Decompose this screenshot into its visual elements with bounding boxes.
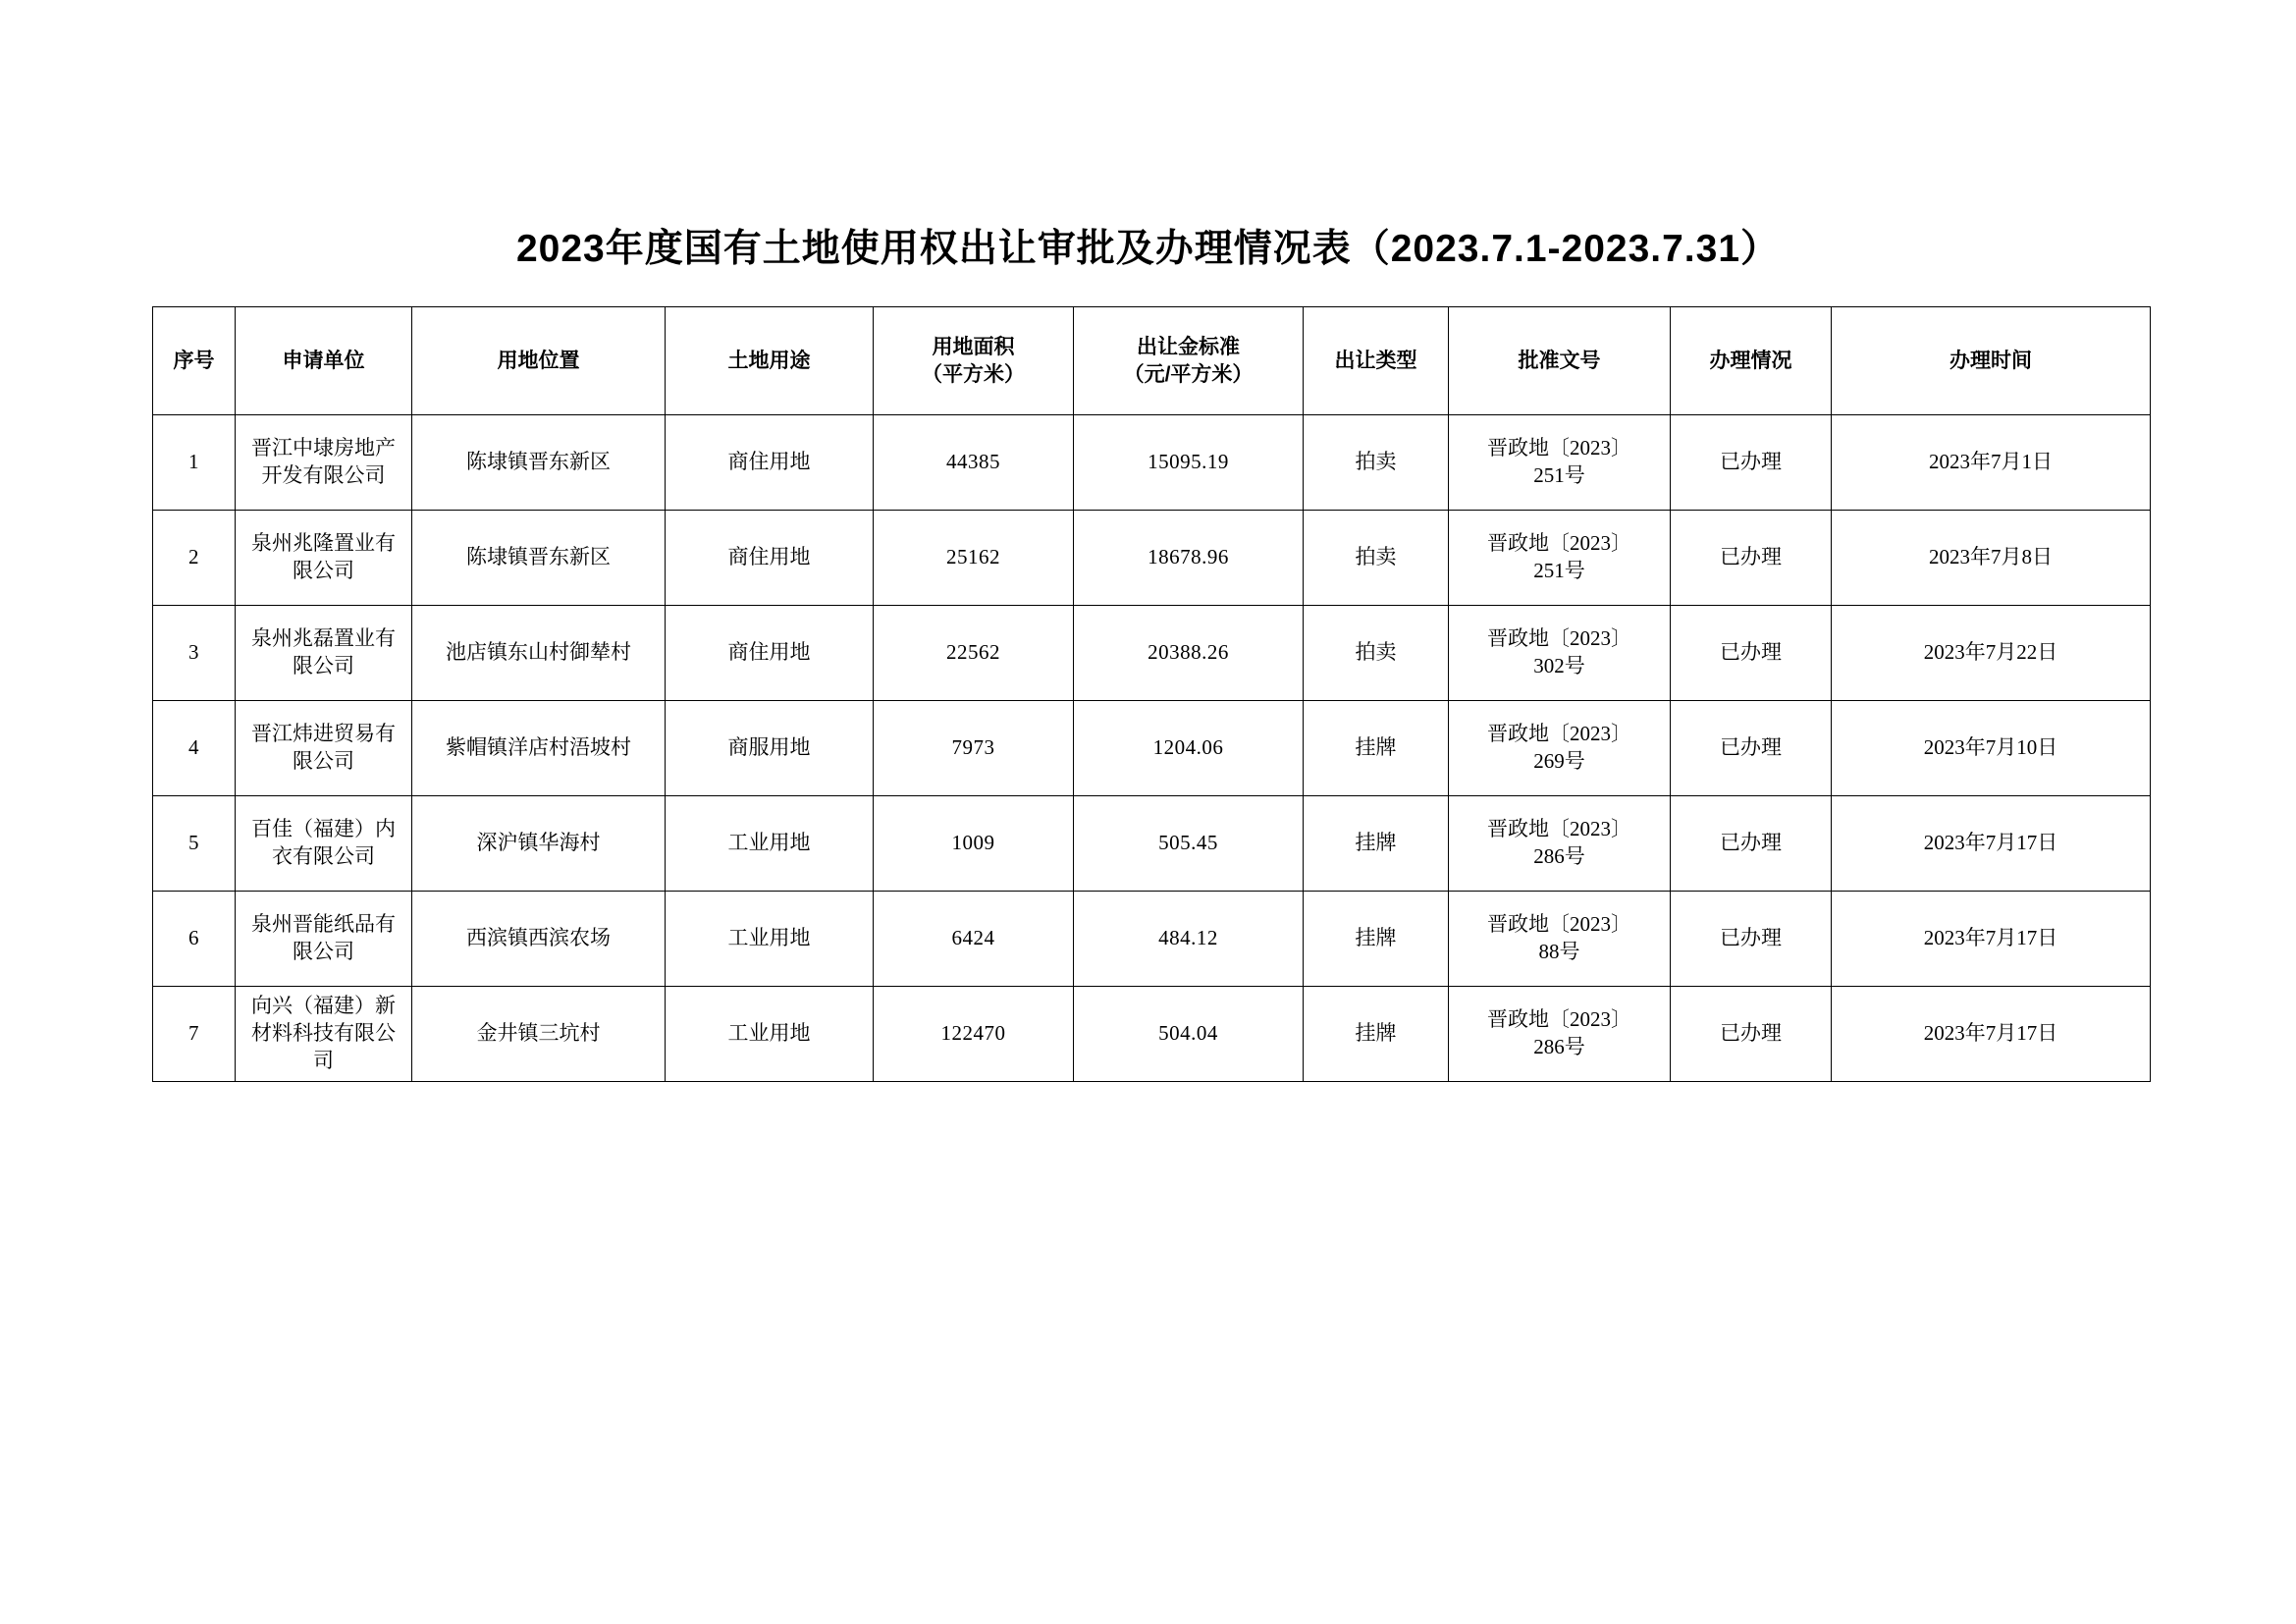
land-transfer-table-container	[152, 306, 2150, 1082]
column-header-applicant-line1: 申请单位	[282, 349, 365, 372]
table-row	[153, 701, 2151, 796]
cell-docno	[1449, 987, 1671, 1082]
cell-applicant: 晋江中埭房地产开发有限公司	[236, 415, 412, 511]
cell-location: 西滨镇西滨农场	[412, 892, 666, 987]
cell-index: 6	[153, 892, 236, 987]
cell-docno-line2: 251号	[1533, 463, 1585, 487]
table-row	[153, 987, 2151, 1082]
page-title: 2023年度国有土地使用权出让审批及办理情况表（2023.7.1-2023.7.31）	[515, 228, 1781, 270]
cell-applicant: 向兴（福建）新材料科技有限公司	[236, 987, 412, 1082]
cell-date: 2023年7月17日	[1832, 796, 2151, 892]
cell-docno	[1449, 701, 1671, 796]
table-row	[153, 415, 2151, 511]
cell-docno-line2: 251号	[1533, 559, 1585, 582]
cell-location: 陈埭镇晋东新区	[412, 415, 666, 511]
column-header-type	[1304, 307, 1449, 415]
cell-type: 挂牌	[1304, 892, 1449, 987]
cell-price: 505.45	[1074, 796, 1304, 892]
cell-use: 商服用地	[666, 701, 874, 796]
cell-area: 44385	[874, 415, 1074, 511]
cell-docno	[1449, 606, 1671, 701]
cell-docno-line1: 晋政地〔2023〕	[1487, 436, 1631, 460]
cell-area: 22562	[874, 606, 1074, 701]
table-row	[153, 511, 2151, 606]
cell-docno	[1449, 511, 1671, 606]
cell-status: 已办理	[1671, 606, 1832, 701]
cell-location: 池店镇东山村御辇村	[412, 606, 666, 701]
cell-docno-line1: 晋政地〔2023〕	[1487, 626, 1631, 651]
column-header-index-line1: 序号	[173, 349, 215, 372]
cell-date: 2023年7月1日	[1832, 415, 2151, 511]
cell-status: 已办理	[1671, 796, 1832, 892]
column-header-price-line2: （元/平方米）	[1123, 362, 1254, 386]
cell-type: 拍卖	[1304, 606, 1449, 701]
cell-price: 15095.19	[1074, 415, 1304, 511]
cell-use: 商住用地	[666, 415, 874, 511]
table-row	[153, 606, 2151, 701]
table-header	[153, 307, 2151, 415]
column-header-index	[153, 307, 236, 415]
column-header-date	[1832, 307, 2151, 415]
cell-index: 3	[153, 606, 236, 701]
column-header-docno-line1: 批准文号	[1518, 349, 1601, 372]
cell-price: 18678.96	[1074, 511, 1304, 606]
cell-docno-line1: 晋政地〔2023〕	[1487, 817, 1631, 841]
table-body	[153, 415, 2151, 1082]
column-header-applicant	[236, 307, 412, 415]
column-header-use	[666, 307, 874, 415]
cell-status: 已办理	[1671, 511, 1832, 606]
cell-docno-line1: 晋政地〔2023〕	[1487, 1007, 1631, 1032]
cell-area: 122470	[874, 987, 1074, 1082]
column-header-location-line1: 用地位置	[497, 349, 580, 372]
cell-price: 484.12	[1074, 892, 1304, 987]
cell-status: 已办理	[1671, 987, 1832, 1082]
table-row	[153, 892, 2151, 987]
column-header-docno	[1449, 307, 1671, 415]
column-header-location	[412, 307, 666, 415]
cell-docno-line1: 晋政地〔2023〕	[1487, 912, 1631, 937]
cell-docno-line2: 286号	[1533, 844, 1585, 868]
cell-area: 1009	[874, 796, 1074, 892]
cell-date: 2023年7月10日	[1832, 701, 2151, 796]
cell-docno-line2: 88号	[1538, 940, 1580, 963]
cell-location: 陈埭镇晋东新区	[412, 511, 666, 606]
cell-applicant: 晋江炜进贸易有限公司	[236, 701, 412, 796]
cell-applicant: 百佳（福建）内衣有限公司	[236, 796, 412, 892]
cell-docno-line1: 晋政地〔2023〕	[1487, 531, 1631, 556]
cell-docno	[1449, 892, 1671, 987]
cell-area: 7973	[874, 701, 1074, 796]
column-header-area	[874, 307, 1074, 415]
cell-index: 4	[153, 701, 236, 796]
cell-price: 1204.06	[1074, 701, 1304, 796]
cell-index: 5	[153, 796, 236, 892]
column-header-use-line1: 土地用途	[727, 349, 811, 372]
cell-applicant: 泉州兆磊置业有限公司	[236, 606, 412, 701]
cell-docno-line1: 晋政地〔2023〕	[1487, 722, 1631, 746]
cell-location: 紫帽镇洋店村浯坡村	[412, 701, 666, 796]
column-header-date-line1: 办理时间	[1949, 349, 2032, 372]
cell-price: 504.04	[1074, 987, 1304, 1082]
cell-applicant: 泉州晋能纸品有限公司	[236, 892, 412, 987]
cell-date: 2023年7月17日	[1832, 987, 2151, 1082]
column-header-status	[1671, 307, 1832, 415]
cell-status: 已办理	[1671, 415, 1832, 511]
column-header-price	[1074, 307, 1304, 415]
cell-use: 工业用地	[666, 987, 874, 1082]
land-transfer-table	[152, 306, 2151, 1082]
cell-area: 6424	[874, 892, 1074, 987]
column-header-area-line1: 用地面积	[932, 335, 1015, 358]
cell-use: 工业用地	[666, 796, 874, 892]
column-header-price-line1: 出让金标准	[1137, 335, 1240, 358]
cell-index: 1	[153, 415, 236, 511]
cell-applicant: 泉州兆隆置业有限公司	[236, 511, 412, 606]
cell-type: 挂牌	[1304, 796, 1449, 892]
cell-docno	[1449, 415, 1671, 511]
cell-index: 2	[153, 511, 236, 606]
cell-use: 工业用地	[666, 892, 874, 987]
cell-docno-line2: 286号	[1533, 1035, 1585, 1058]
cell-status: 已办理	[1671, 892, 1832, 987]
column-header-status-line1: 办理情况	[1709, 349, 1792, 372]
cell-use: 商住用地	[666, 606, 874, 701]
cell-date: 2023年7月22日	[1832, 606, 2151, 701]
cell-date: 2023年7月8日	[1832, 511, 2151, 606]
table-row	[153, 796, 2151, 892]
cell-location: 深沪镇华海村	[412, 796, 666, 892]
cell-status: 已办理	[1671, 701, 1832, 796]
cell-docno-line2: 302号	[1533, 654, 1585, 677]
cell-use: 商住用地	[666, 511, 874, 606]
cell-index: 7	[153, 987, 236, 1082]
cell-location: 金井镇三坑村	[412, 987, 666, 1082]
cell-docno-line2: 269号	[1533, 749, 1585, 773]
cell-type: 挂牌	[1304, 701, 1449, 796]
column-header-area-line2: （平方米）	[922, 362, 1025, 386]
cell-type: 拍卖	[1304, 415, 1449, 511]
cell-date: 2023年7月17日	[1832, 892, 2151, 987]
cell-type: 拍卖	[1304, 511, 1449, 606]
cell-type: 挂牌	[1304, 987, 1449, 1082]
cell-docno	[1449, 796, 1671, 892]
cell-area: 25162	[874, 511, 1074, 606]
cell-price: 20388.26	[1074, 606, 1304, 701]
column-header-type-line1: 出让类型	[1334, 349, 1417, 372]
table-header-row	[153, 307, 2151, 415]
